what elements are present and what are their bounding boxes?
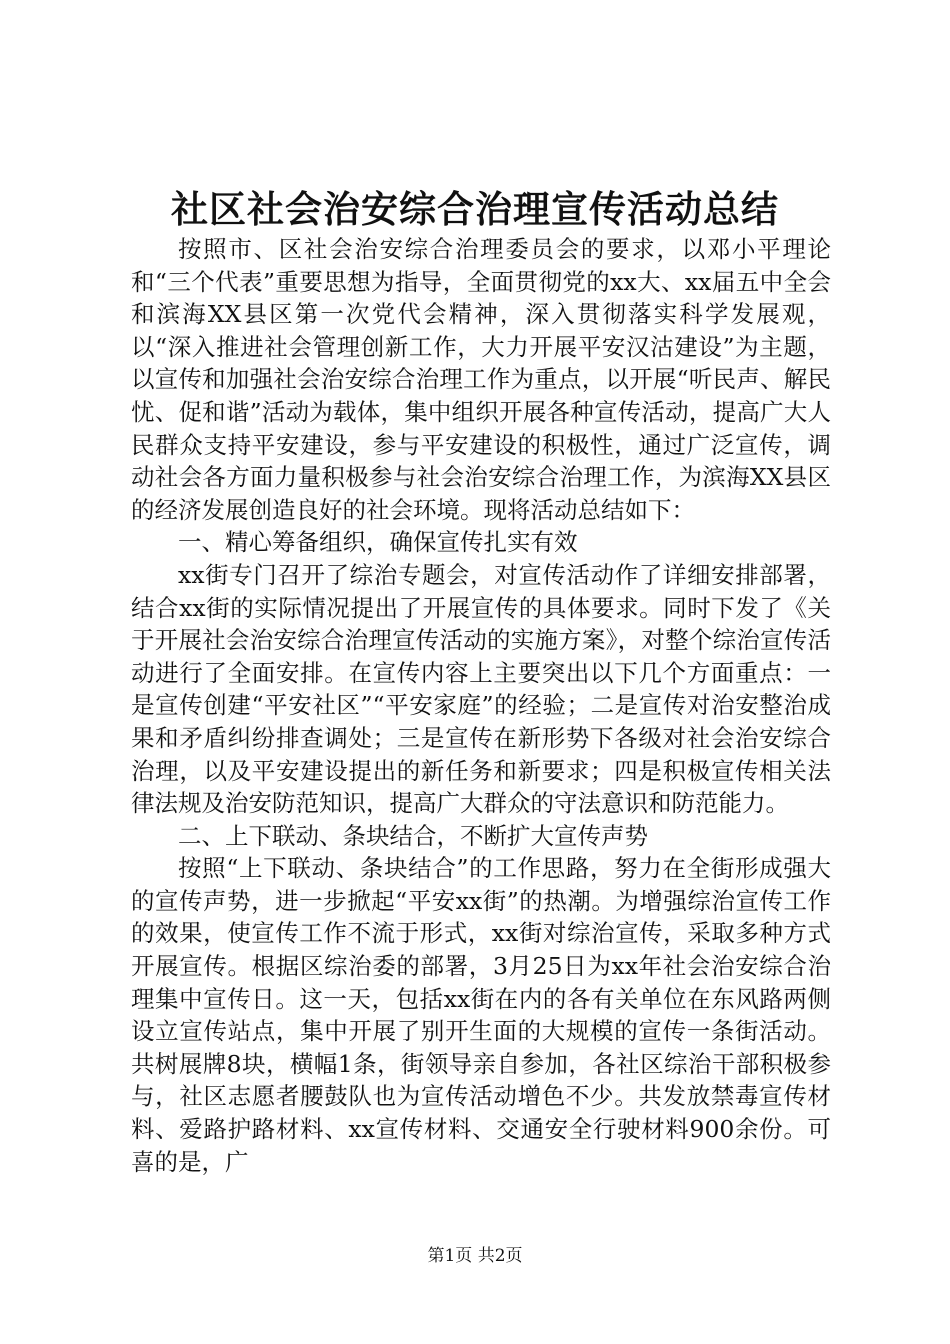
document-body bbox=[131, 233, 831, 1178]
section-1-paragraph: xx街专门召开了综治专题会，对宣传活动作了详细安排部署，结合xx街的实际情况提出了开展宣传的具体要求。同时下发了《关于开展社会治安综合治理宣传活动的实施方案》，对整个综治宣传活动进行了全面安排。在宣传内容上主要突出以下几个方面重点：一是宣传创建“平安社区”“平安家庭”的经验；二是宣传对治安整治成果和矛盾纠纷排查调处；三是宣传在新形势下各级对社会治安综合治理，以及平安建设提出的新任务和新要求；四是积极宣传相关法律法规及治安防范知识，提高广大群众的守法意识和防范能力。 bbox=[131, 560, 831, 818]
intro-paragraph: 按照市、区社会治安综合治理委员会的要求，以邓小平理论和“三个代表”重要思想为指导，全面贯彻党的xx大、xx届五中全会和滨海XX县区第一次党代会精神，深入贯彻落实科学发展观，以“深入推进社会管理创新工作，大力开展平安汉沽建设”为主题，以宣传和加强社会治安综合治理工作为重点，以开展“听民声、解民忧、促和谐”活动为载体，集中组织开展各种宣传活动，提高广大人民群众支持平安建设，参与平安建设的积极性，通过广泛宣传，调动社会各方面力量积极参与社会治安综合治理工作，为滨海XX县区的经济发展创造良好的社会环境。现将活动总结如下： bbox=[131, 235, 831, 524]
document-title: 社区社会治安综合治理宣传活动总结 bbox=[171, 187, 779, 231]
section-heading-1: 一、精心筹备组织，确保宣传扎实有效 bbox=[178, 528, 578, 557]
section-heading-2: 二、上下联动、条块结合，不断扩大宣传声势 bbox=[178, 821, 648, 850]
section-2-paragraph: 按照“上下联动、条块结合”的工作思路，努力在全街形成强大的宣传声势，进一步掀起“平安xx街”的热潮。为增强综治宣传工作的效果，使宣传工作不流于形式，xx街对综治宣传，采取多种方式开展宣传。根据区综治委的部署，3月25日为xx年社会治安综合治理集中宣传日。这一天，包括xx街在内的各有关单位在东风路两侧设立宣传站点，集中开展了别开生面的大规模的宣传一条街活动。共树展牌8块，横幅1条，街领导亲自参加，各社区综治干部积极参与，社区志愿者腰鼓队也为宣传活动增色不少。共发放禁毒宣传材料、爱路护路材料、xx宣传材料、交通安全行驶材料900余份。可喜的是，广 bbox=[131, 854, 831, 1176]
page-footer: 第1页 共2页 bbox=[427, 1246, 523, 1266]
